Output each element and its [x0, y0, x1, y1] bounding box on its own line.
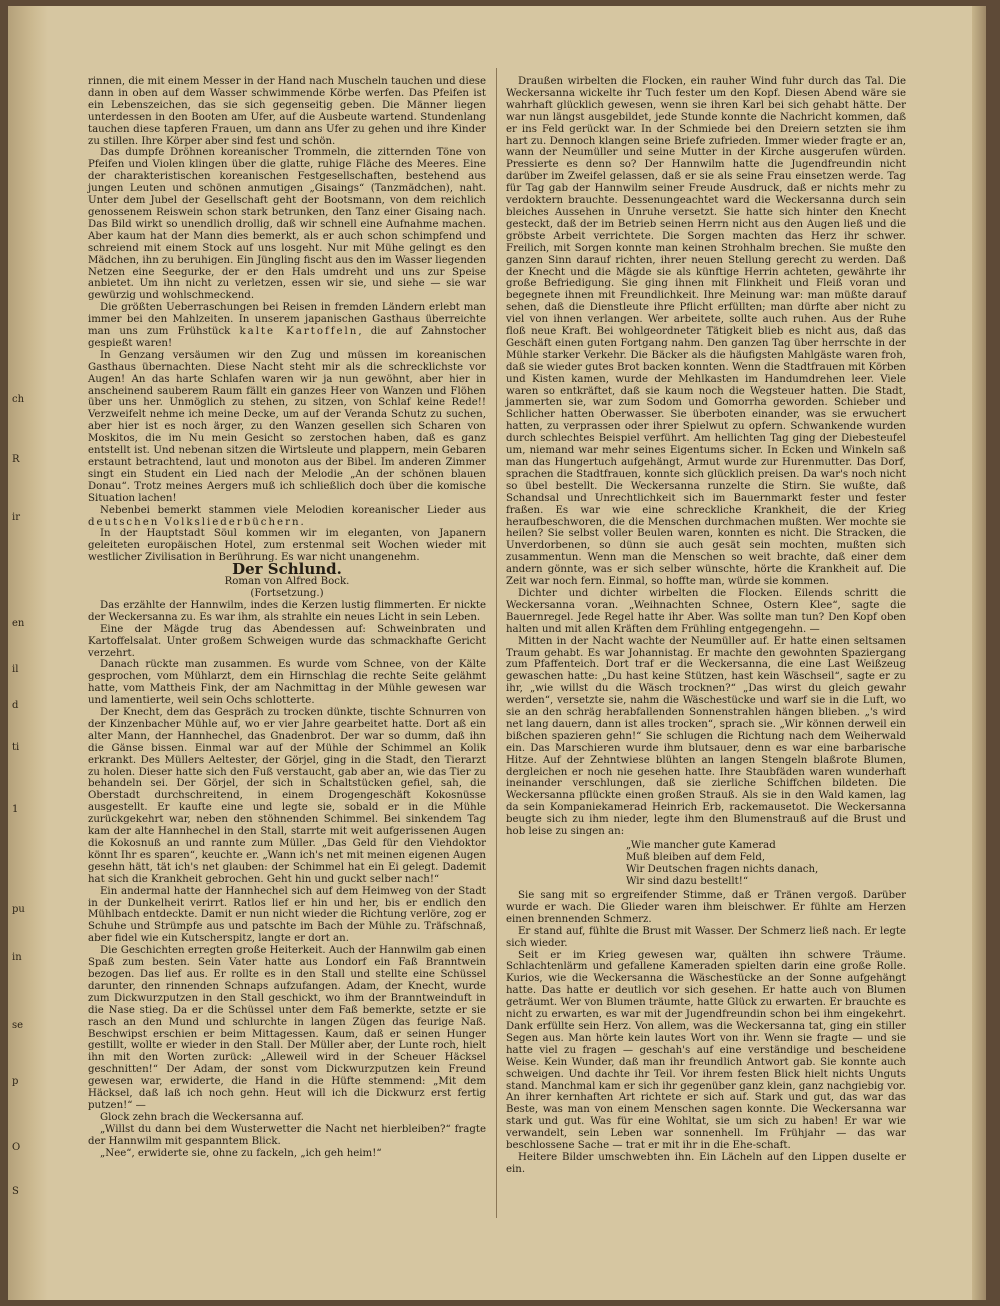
story-paragraph: Das erzählte der Hannwilm, indes die Kerzen lustig flimmerten. Er nickte der Weckersanna zu. Es war ihm, als strahlte ein neues Licht in sein Leben.: [88, 599, 486, 623]
story-paragraph: Dichter und dichter wirbelten die Flocken. Eilends schritt die Weckersanna voran. „Weihnachten Schnee, Ostern Klee“, sagte die Bauernregel. Jede Regel hatte ihr Aber. Was sollte man tun? Den Kopf oben halten und mit allen Kräften dem Frühling entgegengehn. —: [506, 587, 906, 635]
story-paragraph: Eine der Mägde trug das Abendessen auf: Schweinbraten und Kartoffelsalat. Unter großem Schweigen wurde das schmackhafte Gericht verzehrt.: [88, 623, 486, 659]
story-paragraph: „Willst du dann bei dem Wusterwetter die Nacht net hierbleiben?“ fragte der Hannwilm mit gespanntem Blick.: [88, 1123, 486, 1147]
binding-fragment: pu: [12, 904, 25, 915]
travel-paragraph: [88, 505, 486, 529]
travel-paragraph: [88, 76, 486, 147]
travel-paragraph: Das dumpfe Dröhnen koreanischer Trommeln, die zitternden Töne von Pfeifen und Violen klingen über die glatte, ruhige Fläche des Meeres. Eine der charakteristischen koreanischen Festgesellschaften, bestehend aus jungen Leuten und schönen anmutigen „Gisaings“ (Tanzmädchen), naht. Unter dem Jubel der Gesellschaft geht der Bootsmann, von dem reichlich genossenem Reiswein schon stark betrunken, den Tanz einer Gisaing nach. Das Bild wirkt so unendlich drollig, daß wir schnell eine Aufnahme machen. Aber kaum hat der Mann dies bemerkt, als er auch schon schimpfend und schreiend mit einem Stock auf uns losgeht. Nur mit Mühe gelingt es den Mädchen, ihn zu beruhigen. Ein Jüngling fischt aus den im Wasser liegenden Netzen eine Seegurke, der er den Hals umdreht und uns zur Speise anbietet. Um ihn nicht zu verletzen, essen wir sie, und siehe — sie war gewürzig und wohlschmeckend.: [88, 147, 486, 302]
poem-line: Muß bleiben auf dem Feld,: [626, 852, 766, 863]
story-paragraph: „Nee“, erwiderte sie, ohne zu fackeln, „ich geh heim!“: [100, 1147, 382, 1159]
paragraph-text: Nebenbei bemerkt stammen viele Melodien koreanischer Lieder aus: [100, 504, 486, 516]
story-paragraph: Sie sang mit so ergreifender Stimme, daß er Tränen vergoß. Darüber wurde er wach. Die Glieder waren ihm bleischwer. Er fühlte am Herzen einen brennenden Schmerz.: [506, 890, 906, 925]
story-paragraph: Er stand auf, fühlte die Brust mit Wasser. Der Schmerz ließ nach. Er legte sich wieder.: [506, 925, 906, 949]
binding-fragment: en: [12, 618, 25, 629]
binding-fragment: O: [12, 1142, 21, 1153]
binding-fragment: ch: [12, 394, 25, 405]
binding-fragment: se: [12, 1020, 24, 1031]
story-title: Der Schlund.: [232, 560, 342, 579]
poem-line: Wir Deutschen fragen nichts danach,: [626, 864, 819, 875]
story-paragraph: Der Knecht, dem das Gespräch zu trocken dünkte, tischte Schnurren von der Kinzenbacher Mühle auf, wo er vier Jahre gearbeitet hatte. Dort aß ein alter Mann, der Hannhechel, das Gnadenbrot. Der war so dumm, daß ihn die Gänse bissen. Einmal war auf der Mühle der Schimmel an Kolik erkrankt. Des Müllers Aeltester, der Görjel, ging in die Stadt, den Tierarzt zu holen. Dieser hatte sich den Fuß verstaucht, gab aber an, wie das Tier zu behandeln sei. Der Görjel, der sich in Schaltstücken gefiel, sah, die Oberstadt durchschreitend, in einem Drogengeschäft Kokosnüsse ausgestellt. Er kaufte eine und legte sie, sobald er in die Mühle zurückgekehrt war, neben den stöhnenden Schimmel. Bei sinkendem Tag kam der alte Hannhechel in den Stall, starrte mit weit aufgerissenen Augen die Kokosnuß an und rannte zum Müller. „Das Geld für den Viehdoktor könnt Ihr es sparen“, keuchte er. „Wann ich's net mit meinen eigenen Augen gesehn hätt, tät ich's net glauben: der Schimmel hat ein Ei gelegt. Dademit hat sich die Krankheit gebrochen. Geht hin und guckt selber nach!“: [88, 707, 486, 885]
column-divider: [496, 68, 497, 1218]
emphasized-text: kalte Kartoffeln: [239, 326, 359, 338]
binding-fragment: in: [12, 952, 22, 963]
story-subtitle: Roman von Alfred Bock.: [224, 576, 350, 588]
poem-line: Wir sind dazu bestellt!“: [626, 876, 749, 887]
paragraph-text: Die größten Ueberraschungen bei Reisen in fremden Ländern erlebt man immer bei den Mahlzeiten. In unserem japanischen Gasthaus überreichte man uns zum Frühstück: [88, 302, 486, 338]
travel-paragraph: [88, 302, 486, 350]
page-binding: [8, 6, 48, 1300]
page-edge-shadow: [972, 6, 986, 1300]
right-column: [506, 76, 906, 1176]
poem-line: „Wie mancher gute Kamerad: [626, 840, 776, 851]
binding-fragment: S: [12, 1186, 19, 1197]
story-paragraph: Danach rückte man zusammen. Es wurde vom Schnee, von der Kälte gesprochen, vom Mühlarzt, dem ein Hirnschlag die rechte Seite gelähmt hatte, vom Mattheis Fink, der am Nachmittag in der Mühle gewesen war und lamentierte, weil sein Ochs schlotterte.: [88, 659, 486, 707]
story-paragraph: Draußen wirbelten die Flocken, ein rauher Wind fuhr durch das Tal. Die Weckersanna wickelte ihr Tuch fester um den Kopf. Diesen Abend wäre sie wahrhaft glücklich gewesen, wenn sie ihren Karl bei sich gehabt hätte. Der war nun längst ausgebildet, jede Stunde konnte die Nachricht kommen, daß er ins Feld gerückt war. In der Schmiede bei den Dreiern setzten sie ihm hart zu. Dennoch klangen seine Briefe zufrieden. Immer wieder fragte er an, wann der Neumüller und seine Mutter in der Kirche ausgerufen würden. Pressierte es denn so? Der Hannwilm hatte die Jugendfreundin nicht darüber im Zweifel gelassen, daß er sie als seine Frau einsetzen werde. Tag für Tag gab der Hannwilm seiner Freude Ausdruck, daß er nichts mehr zu verdoktern brauchte. Dessenungeachtet ward die Weckersanna durch sein bleiches Aussehen in Unruhe versetzt. Sie hatte sich hinter den Knecht gesteckt, daß der im Betrieb seinen Herrn nicht aus den Augen ließ und die gröbste Arbeit verrichtete. Die Sorgen machten das Herz ihr schwer. Freilich, mit Sorgen konnte man keinen Strohhalm brechen. Sie mußte den ganzen Sinn darauf richten, ihrer neuen Stellung gerecht zu werden. Daß der Knecht und die Mägde sie als künftige Herrin achteten, gewährte ihr große Befriedigung. Sie ging ihnen mit Flinkheit und Fleiß voran und begegnete ihnen mit Freundlichkeit. Ihre Meinung war: man müßte darauf sehen, daß die Dienstleute ihre Pflicht erfüllten; man dürfte aber nicht zu viel von ihnen verlangen. Wer arbeitete, sollte auch ruhen. Aus der Ruhe floß neue Kraft. Bei wohlgeordneter Tätigkeit blieb es nicht aus, daß das Geschäft einen guten Fortgang nahm. Den ganzen Tag über herrschte in der Mühle starker Verkehr. Die Bäcker als die häufigsten Mahlgäste waren froh, daß sie wieder gutes Brot backen konnten. Wenn die Stadtfrauen mit Körben und Kisten kamen, wurde der Mehlkasten im Handumdrehen leer. Viele waren so entkräftet, daß sie kaum noch die Wegsteuer hatten. Die Stadt, jammerten sie, war zum Sodom und Gomorrha geworden. Schieber und Schlicher hatten Oberwasser. Sie überboten einander, was sie erwuchert hatten, zu verprassen oder ihrer Spielwut zu opfern. Schwankende wurden durch schlechtes Beispiel verführt. Am hellichten Tag ging der Diebesteufel um, niemand war mehr seines Eigentums sicher. In Ecken und Winkeln saß man das Hungertuch aufgehängt, Armut wurde zur Hurenmutter. Das Dorf, sprachen die Stadtfrauen, konnte sich glücklich preisen. Da war's noch nicht so übel bestellt. Die Weckersanna runzelte die Stirn. Sie wußte, daß Schandsal und Unrechtlichkeit sich im Bauernmarkt fester und fester fraßen. Es war wie eine schreckliche Krankheit, die der Krieg heraufbeschworen, die die Menschen durchmachen mußten. Wer mochte sie heilen? Sie selbst voller Beulen waren, konnten es nicht. Die Stracken, die Unverdorbenen, so dünn sie auch gesät sein mochten, mußten sich zusammentun. Wenn man die Menschen so weit brachte, daß einer dem andern gönnte, was er sich selber wünschte, hörte die Krankheit auf. Die Zeit war noch fern. Einmal, so hoffte man, würde sie kommen.: [506, 76, 906, 588]
binding-fragment: R: [12, 454, 20, 465]
story-paragraph: Ein andermal hatte der Hannhechel sich auf dem Heimweg von der Stadt in der Dunkelheit verirrt. Ratlos lief er hin und her, bis er endlich den Mühlbach entdeckte. Damit er nun nicht wieder die Richtung verlöre, zog er Schuhe und Strümpfe aus und patschte im Bach der Mühle zu. Träfschnaß, aber fidel wie ein Kutscherspitz, langte er dort an.: [88, 885, 486, 945]
binding-fragment: 1: [12, 804, 19, 815]
left-column: [88, 76, 486, 1159]
paragraph-text: , die auf Zahnstocher gespießt waren!: [88, 326, 486, 349]
emphasized-text: deutschen Volksliederbüchern.: [88, 516, 306, 528]
binding-fragment: d: [12, 700, 19, 711]
story-paragraph: Mitten in der Nacht wachte der Neumüller auf. Er hatte einen seltsamen Traum gehabt. Es war Johannistag. Er machte den gewohnten Spaziergang zum Pfaffenteich. Dort traf er die Weckersanna, die eine Last Weißzeug gewaschen hatte: „Du hast keine Stützen, hast kein Wäschseil“, sagte er zu ihr, „wie willst du die Wäsch trocknen?“ „Das wirst du gleich gewahr werden“, versetzte sie, nahm die Wäschestücke und warf sie in die Luft, wo sie an den schräg herabfallenden Sonnenstrahlen hängen blieben. „'s wird net lang dauern, dann ist alles trocken“, sprach sie. „Wir können derweil ein bißchen spazieren gehn!“ Sie schlugen die Richtung nach dem Weiherwald ein. Das Marschieren wurde ihm blutsauer, denn es war eine barbarische Hitze. Auf der Zehntwiese blühten an langen Stengeln blaßrote Blumen, dergleichen er noch nie gesehen hatte. Ihre Staubfäden waren wunderhaft ineinander verschlungen, daß sie zierliche Schiffchen bildeten. Die Weckersanna pflückte einen großen Strauß. Als sie in den Wald kamen, lag da sein Kompaniekamerad Heinrich Erb, rackemausetot. Die Weckersanna beugte sich zu ihm nieder, legte ihm den Blumenstrauß auf die Brust und hob leise zu singen an:: [506, 635, 906, 838]
story-paragraph: Glock zehn brach die Weckersanna auf.: [100, 1111, 304, 1123]
story-paragraph: Die Geschichten erregten große Heiterkeit. Auch der Hannwilm gab einen Spaß zum besten. Sein Vater hatte aus Londorf ein Faß Branntwein bezogen. Das lief aus. Er rollte es in den Stall und stellte eine Schüssel darunter, den rinnenden Schnaps aufzufangen. Adam, der Knecht, wurde zum Dickwurzputzen in den Stall geschickt, wo ihm der Branntweinduft in die Nase stieg. Da er die Schüssel unter dem Faß bemerkte, setzte er sie rasch an den Mund und schlurchte in langen Zügen das feurige Naß. Beschwipst erschien er beim Mittagessen. Kaum, daß er seinen Hunger gestillt, wollte er wieder in den Stall. Der Müller aber, der Lunte roch, hielt ihn mit den Worten zurück: „Alleweil wird in der Scheuer Häcksel geschnitten!“ Der Adam, der sonst vom Dickwurzputzen kein Freund gewesen war, erwiderte, die Hand in die Hüfte stemmend: „Mit dem Häcksel, daß laß ich noch gehn. Heut will ich die Dickwurz erst fertig putzen!“ —: [88, 945, 486, 1111]
travel-paragraph: In Genzang versäumen wir den Zug und müssen im koreanischen Gasthaus übernachten. Diese Nacht steht mir als die schrecklichste vor Augen! An das harte Schlafen waren wir ja nun gewöhnt, aber hier in anscheinend sauberem Raum fällt ein ganzes Heer von Wanzen und Flöhen über uns her. Unmöglich zu stehen, zu sitzen, von Schlaf keine Rede!! Verzweifelt nehme ich meine Decke, um auf der Veranda Schutz zu suchen, aber hier ist es noch ärger, zu den Wanzen gesellen sich Scharen von Moskitos, die im Nu mein Gesicht so zerstochen haben, daß es ganz entstellt ist. Und nebenan sitzen die Wirtsleute und plappern, mein Gebaren erstaunt betrachtend, laut und monoton aus der Bibel. Im anderen Zimmer singt ein Student ein Lied nach der Melodie „An der schönen blauen Donau“. Trotz meines Aergers muß ich schließlich doch über die komische Situation lachen!: [88, 349, 486, 504]
binding-fragment: ir: [12, 512, 20, 523]
binding-fragment: il: [12, 664, 19, 675]
story-paragraph: Seit er im Krieg gewesen war, quälten ihn schwere Träume. Schlachtenlärm und gefallene Kameraden spielten darin eine große Rolle. Kurios, wie die Weckersanna die Wäschestücke an der Sonne aufgehängt hatte. Das hatte er deutlich vor sich gesehen. Er hatte auch von Blumen geträumt. Wer von Blumen träumte, hatte Glück zu erwarten. Er brauchte es nicht zu erwarten, es war mit der Jugendfreundin schon bei ihm eingekehrt. Dank erfüllte sein Herz. Von allem, was die Weckersanna tat, ging ein stiller Segen aus. Man hörte kein lautes Wort von ihr. Wenn sie fragte — und sie hatte viel zu fragen — geschah's auf eine verständige und bescheidene Weise. Kein Wunder, daß man ihr freundlich Antwort gab. Sie konnte auch schweigen. Und dachte ihr Teil. Vor ihrem festen Blick hielt nichts Unguts stand. Manchmal kam er sich ihr gegenüber ganz klein, ganz nachgiebig vor. An ihrer kernhaften Art richtete er sich auf. Stark und gut, das war das Beste, was man von einem Menschen sagen konnte. Die Weckersanna war stark und gut. Was für eine Wohltat, sie um sich zu haben! Er war wie verwandelt, sein Leben war sonnenhell. Im Frühjahr — das war beschlossene Sache — trat er mit ihr in die Ehe-schaft.: [506, 949, 906, 1152]
newspaper-page: [8, 6, 986, 1300]
travel-paragraph: In der Hauptstadt Söul kommen wir im eleganten, von Japanern geleiteten europäischen Hotel, zum erstenmal seit Wochen wieder mit westlicher Zivilisation in Berührung. Es war nicht unangenehm.: [88, 528, 486, 564]
story-paragraph: Heitere Bilder umschwebten ihn. Ein Lächeln auf den Lippen duselte er ein.: [506, 1151, 906, 1175]
poem-stanza: [626, 840, 906, 888]
paragraph-text: rinnen, die mit einem Messer in der Hand nach Muscheln tauchen und diese dann in oben auf dem Wasser schwimmende Körbe werfen. Das Pfeifen ist ein Lebenszeichen, das sie sich gegenseitig geben. Die Männer liegen unterdessen in den Booten am Ufer, auf die Ausbeute wartend. Stundenlang tauchen diese tapferen Frauen, um dann ans Ufer zu gehen und ihre Kinder zu stillen. Ihre Körper aber sind fest und schön.: [88, 76, 486, 147]
continuation-note: (Fortsetzung.): [250, 587, 324, 599]
binding-fragment: ti: [12, 742, 20, 753]
binding-fragment: p: [12, 1076, 19, 1087]
